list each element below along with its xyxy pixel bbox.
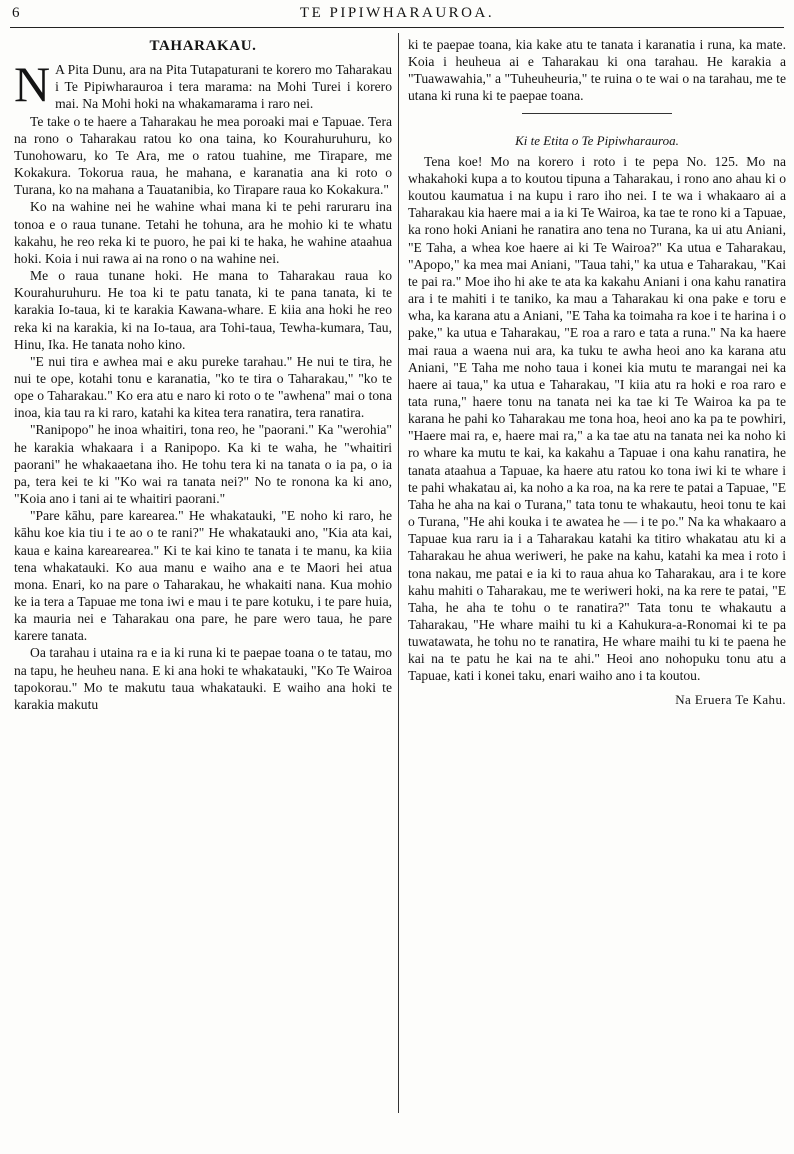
article-paragraph: Oa tarahau i utaina ra e ia ki runa ki te paepae toana o te tatau, mo na tapu, he heuheu nana. E ki ana hoki te whakatauki, "Ko Te Wairoa tapokorau." Mo te makutu taua whakatauki. E waiho ana hoki te karakia makutu <box>14 645 392 712</box>
article-title: TAHARAKAU. <box>149 38 257 54</box>
right-column <box>408 36 786 708</box>
article-paragraph: "E nui tira e awhea mai e aku pureke tarahau." He nui te tira, he nui te ope, kotahi tonu e karanatia, "ko te tira o Taharakau," "ko te ope o Taharakau." Ko era atu e naro ki roto o te "awhena" mai o tona inoa, kia tau ra ki raro, katahi ka kitea tera ranatira, tera ranatira. <box>14 353 392 421</box>
running-head <box>10 4 784 26</box>
article-paragraph: "Pare kāhu, pare karearea." He whakatauki, "E noho ki raro, he kāhu koe kia tiu i te ao o te rani?" He whakatauki ano, "Kia ata kai, kaua e kaina karearearea." Ki te kai kino te tanata i te manu, ka kiia tena whakatauki. Ko aua manu e waiho ana e te Maori hei atua mona. Enari, ko na pare o Taharakau, he whakaiti nana. Kua mohio ke ia tera a Tapuae me tona iwi e mau i te pare kotuku, i te pare huia, ka mauria nei e Taharakau ona pare, he pare wero taua, he pare karere tanata. <box>14 508 392 644</box>
article-paragraph: Ko na wahine nei he wahine whai mana ki te pehi raruraru ina tonoa e o raua tunane. Tetahi he tohuna, ara he mohio ki te whatu kakahu, he reo reka ki te puoro, he pai ki te haka, he wahine ataahua hoki. Koia i nui rawa ai na rono o na wahine nei. <box>14 199 392 266</box>
article-paragraph: Me o raua tunane hoki. He mana to Taharakau raua ko Kourahuruhuru. He toa ki te patu tanata, ki te pana tanata, ki te karakia Io-taua, ki te karakia Kawana-whare. E kiia ana hoki he reo reka ki na karakia, ki na Io-taua, ara Tohi-taua, Tewha-kumara, Tau, Hinu, Ika. He tanata noho kino. <box>14 268 392 352</box>
drop-cap: N <box>14 56 51 113</box>
article-continuation: ki te paepae toana, kia kake atu te tanata i karanatia i runa, ka mate. Koia i heuheua ai e Taharakau ki ona tarahau. He karakia a "Tuawawahia," a "Tuheuheuria," te ruina o te wai o na tarahau, me te utana ki runa ki te paepae toana. <box>408 37 786 104</box>
journal-title: TE PIPIWHARAUROA. <box>299 5 495 21</box>
column-divider <box>398 33 399 1113</box>
section-rule <box>522 113 672 114</box>
article-paragraph: "Ranipopo" he inoa whaitiri, tona reo, he "paorani." Ka "werohia" he karakia whakaara i a Ranipopo. Ka ki te waha, he "whaitiri paorani" he whakaaetana iho. He tohu tera ki na tanata o ia pa, o ia pa, tera kei te ki "Ko wai ra tanata nei?" No te ronona ka ki ano, "Koia ano i tani ai te whaitiri paorani." <box>14 422 392 507</box>
article-paragraph: N A Pita Dunu, ara na Pita Tutapaturani te korero mo Taharakau i Te Pipiwharauroa i tera marama: na Mohi Turei i korero mai. Na Mohi hoki na whakamarama i raro nei. <box>14 56 392 113</box>
header-rule <box>10 27 784 28</box>
letter-heading: Ki te Etita o Te Pipiwharauroa. <box>515 132 679 148</box>
article-paragraph: Te take o te haere a Taharakau he mea poroaki mai e Tapuae. Tera na rono o Taharakau ratou ko ona taina, ko Kourahuruhuru, ko Tunohowaru, ko Te Ara, me o ratou tuahine, me Tirapare, me Kokakura. Tokorua raua, he mahana, e karanatia ana ki roto o Turana, ko na mahana a Tauatanibia, ko Tirapare raua ko Kokakura." <box>14 113 392 198</box>
left-column <box>14 36 392 713</box>
page-number: 6 <box>12 5 21 21</box>
letter-paragraph: Tena koe! Mo na korero i roto i te pepa No. 125. Mo na whakahoki kupa a to koutou tipuna a Taharakau, i rono ano ahau ki o koutou kaumatua i na kupu i raro iho nei. I te wa i whakaaro ai a Taharakau kia haere mai a ia ki Te Wairoa, ka tae te rono ki a Tapuae, ka rono hoki Aniani he ranatira ano tena no Turana, ka ui atu Aniani, "E Taha, a whea koe haere ai ki Te Wairoa?" Ka utua e Taharakau, "Apopo," ka mea mai Aniani, "Taua tahi," ka utua e Taharakau, "Kai te pai ra." Moe iho hi ake te ata ka kakahu Aniani i ona kahu ranatira ara i te mahiti i te taniko, ka mau a Taharakau ki ona pake e toru e wha, ka karana atu a Aniani, "E Taha ka toimaha ra koe i te harina i o pake," ka utua e Taharakau, "E roa a raro e tata a runa." Na ka haere mai raua a waena nui ara, ka tuku te awha heoi ano ka karana atu Aniani, "E Taha me noho taua i konei kia mutu te marangai nei ka haere ai taua," ka utua e Taharakau, "I kiia atu ra hoki e roa raro e tata runa," haere tonu na tanata nei ka tae ki Te Wairoa ka pa te karana he pahi ko Taharakau me tona hoa, heoi ano ka pa te powhiri, "Haere mai ra, e, haere mai ra," a ka tae atu na tanata nei ka noho ki ro whare ka mutu te kai, ka kakahu a Tapuae i ona kahu ranatira, he tanata ataahua a Tapuae, ka haere atu ratou ko tona iwi ki te whare i te pahi whakatau ai, ka noho a ka roa, na ka rere te patai a Tapuae, "E Taha he aha na kai o Turana," tata tonu te whakautu, heoi tonu te kai o Turana, "He ahi kouka i te awatea he — i te po." Na ka whakaaro a Tapuae kua raru ia i a Taharakau katahi ka titiro whakatau atu ki a Taharakau he ahua weriweri, he pake na kahu, katahi ka mea i roto i tona nakau, me patai e ia ki to raua ahua ko Taharakau, ara i te kore kahu mahiti o Taharakau, me te weriweri hoki, na ka rere te patai, "E Taha, he aha te tohu o te ranatira?" Tata tonu te whakautu a Taharakau, "He whare maihi tu ki a Kahukura-a-Ronomai ki te pa tuwatawata, he tohu no te ranatira, He whare maihi tu ki te paena he kai na te patu he kai na te ahi." Heoi ano nohopuku tonu atu a Tapuae, kati i konei taku, enari waiho ano i ta koutou. <box>408 153 786 684</box>
letter-signoff: Na Eruera Te Kahu. <box>675 691 786 707</box>
